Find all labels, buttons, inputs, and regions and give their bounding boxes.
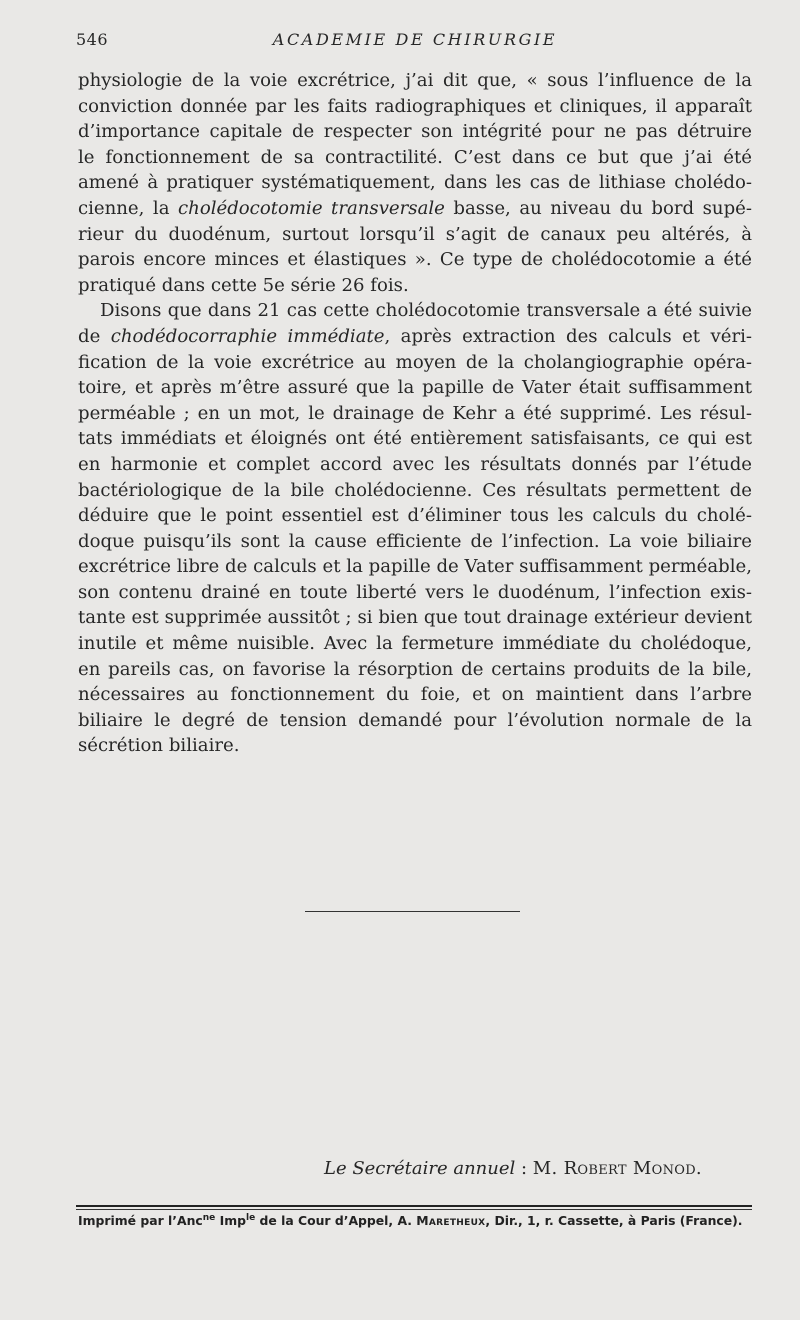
section-divider [305, 911, 520, 912]
text-line: fication de la voie excrétrice au moyen de la cholangiographie opéra- [78, 351, 752, 373]
imprint-rule [76, 1205, 752, 1207]
text-line: tante est supprimée aussitôt ; si bien que tout drainage extérieur devient [78, 607, 752, 629]
paragraph-first-line: Disons que dans 21 cas cette cholédocotomie transversale a été suivie [100, 300, 752, 322]
text-line: toire, et après m’être assuré que la papille de Vater était suffisamment [78, 377, 752, 399]
text-line: son contenu drainé en toute liberté vers le duodénum, l’infection exis- [78, 581, 752, 603]
text-line: d’importance capitale de respecter son intégrité pour ne pas détruire [78, 121, 752, 143]
text-line: le fonctionnement de sa contractilité. C’est dans ce but que j’ai été [78, 146, 752, 168]
page-header [76, 30, 754, 54]
text-line [78, 196, 752, 222]
text-line: conviction donnée par les faits radiographiques et cliniques, il apparaît [78, 95, 752, 117]
text-line: parois encore minces et élastiques ». Ce type de cholédocotomie a été [78, 249, 752, 271]
imprint-text: Imp [215, 1213, 246, 1229]
imprint-text: de la Cour d’Appel, A. [255, 1213, 417, 1229]
signature [324, 1158, 744, 1179]
text-line: bactériologique de la bile cholédocienne. Ces résultats permettent de [78, 479, 752, 501]
text-line: rieur du duodénum, surtout lorsqu’il s’agit de canaux peu altérés, à [78, 223, 752, 245]
imprint-text: Imprimé par l’Anc [78, 1213, 203, 1229]
text-line: doque puisqu’ils sont la cause efficiente de l’infection. La voie biliaire [78, 530, 752, 552]
text-line: amené à pratiquer systématiquement, dans les cas de lithiase cholédo- [78, 172, 752, 194]
signature-role: Le Secrétaire annuel [324, 1158, 516, 1179]
text-line: perméable ; en un mot, le drainage de Kehr a été supprimé. Les résul- [78, 402, 752, 424]
text-segment: de [78, 325, 111, 347]
text-line: pratiqué dans cette 5e série 26 fois. [78, 274, 409, 296]
imprint-superscript: le [245, 1213, 256, 1223]
text-segment: cienne, la [78, 197, 179, 219]
text-line [78, 324, 752, 350]
text-segment: basse, au niveau du bord supé- [444, 197, 752, 219]
body-text [78, 68, 752, 759]
italic-term: cholédocotomie transversale [178, 197, 445, 219]
signature-separator: : [515, 1158, 533, 1179]
text-line: inutile et même nuisible. Avec la fermeture immédiate du cholédoque, [78, 633, 752, 655]
text-line: en harmonie et complet accord avec les résultats donnés par l’étude [78, 453, 752, 475]
text-line: biliaire le degré de tension demandé pour l’évolution normale de la [78, 709, 752, 731]
page-number: 546 [76, 30, 109, 49]
text-line: tats immédiats et éloignés ont été entièrement satisfaisants, ce qui est [78, 428, 752, 450]
text-segment: , après extraction des calculs et véri- [384, 325, 752, 347]
text-line: nécessaires au fonctionnement du foie, et on maintient dans l’arbre [78, 684, 752, 706]
imprint-text: , Dir., 1, r. Cassette, à Paris (France). [485, 1213, 743, 1229]
printer-imprint [78, 1213, 752, 1228]
italic-term: chodédocorraphie immédiate [110, 325, 385, 347]
imprint-superscript: ne [202, 1213, 216, 1223]
imprint-rule [76, 1209, 752, 1210]
text-line: excrétrice libre de calculs et la papille de Vater suffisamment perméable, [78, 556, 752, 578]
text-line: déduire que le point essentiel est d’éliminer tous les calculs du cholé- [78, 505, 752, 527]
imprint-director: Maretheux [416, 1213, 486, 1229]
signature-name: M. Robert Monod. [532, 1158, 702, 1179]
text-line: physiologie de la voie excrétrice, j’ai dit que, « sous l’influence de la [78, 70, 752, 91]
text-line: sécrétion biliaire. [78, 735, 240, 757]
text-line: en pareils cas, on favorise la résorption de certains produits de la bile, [78, 658, 752, 680]
running-title: ACADEMIE DE CHIRURGIE [272, 30, 558, 49]
